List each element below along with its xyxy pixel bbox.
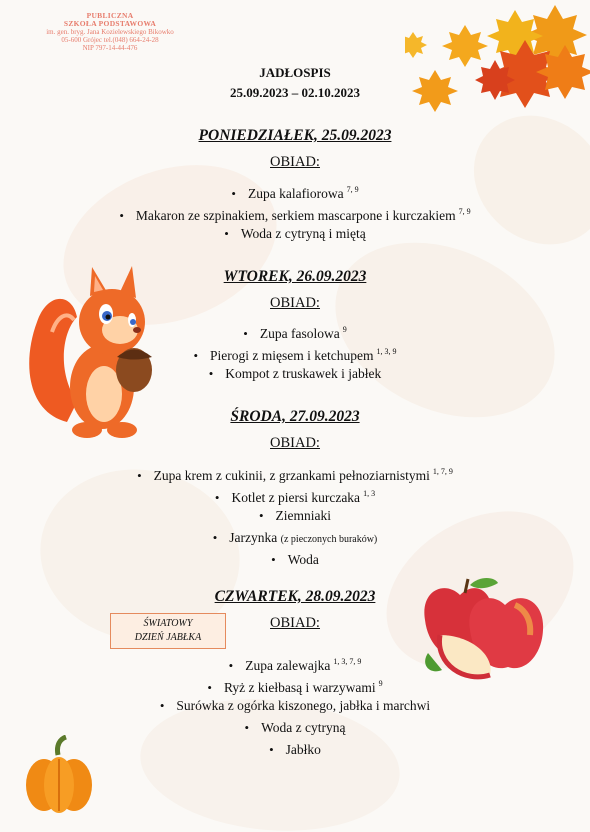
menu-item (0, 695, 590, 717)
day-heading: PONIEDZIAŁEK, 25.09.2023 (198, 127, 392, 144)
menu-list (0, 461, 590, 571)
menu-item-name: Surówka z ogórka kiszonego, jabłka i marchwi (176, 698, 431, 713)
menu-item-name: Pierogi z mięsem i ketchupem (210, 348, 374, 363)
meal-label: OBIAD: (270, 295, 320, 311)
menu-item (0, 549, 590, 571)
menu-list (0, 179, 590, 245)
meal-label: OBIAD: (270, 435, 320, 451)
world-apple-day-note (110, 613, 226, 649)
allergen-codes: 9 (378, 679, 383, 688)
menu-item-name: Woda (287, 552, 319, 567)
menu-item-name: Kompot z truskawek i jabłek (225, 366, 382, 381)
menu-item-name: Ryż z kiełbasą i warzywami (223, 680, 376, 695)
menu-item-name: Jabłko (285, 742, 321, 757)
menu-item-name: Zupa kalafiorowa (247, 186, 344, 201)
menu-item-name: Ziemniaki (275, 508, 332, 523)
menu-item (0, 201, 590, 223)
menu-item (0, 651, 590, 673)
allergen-codes: 9 (342, 325, 347, 334)
allergen-codes: 1, 3, 9 (376, 347, 397, 356)
maple-leaves-icon (405, 0, 590, 120)
menu-item (0, 223, 590, 245)
allergen-codes: 7, 9 (346, 185, 359, 194)
menu-item (0, 319, 590, 341)
menu-item-name: Zupa krem z cukinii, z grzankami pełnoziarnistymi (153, 468, 430, 483)
menu-item-name: Woda z cytryną (261, 720, 346, 735)
menu-item (0, 461, 590, 483)
menu-item-name: Makaron ze szpinakiem, serkiem mascarpone i kurczakiem (135, 208, 456, 223)
menu-item (0, 739, 590, 761)
school-header-line: 05-600 Grójec tel.(048) 664-24-28 (61, 36, 159, 44)
school-header-line: PUBLICZNA (86, 11, 134, 20)
school-header-line: im. gen. bryg. Jana Kozielewskiego Bikowko (46, 28, 174, 36)
menu-item-name: Zupa zalewajka (245, 658, 331, 673)
menu-item-name: Woda z cytryną i miętą (240, 226, 366, 241)
menu-item-note: (z pieczonych buraków) (280, 534, 378, 545)
day-heading: CZWARTEK, 28.09.2023 (214, 588, 376, 605)
menu-item-name: Jarzynka (229, 530, 278, 545)
menu-list (0, 651, 590, 761)
meal-label: OBIAD: (270, 615, 320, 631)
menu-item (0, 341, 590, 363)
school-header-line: NIP 797-14-44-476 (82, 44, 138, 52)
school-header-line: SZKOŁA PODSTAWOWA (63, 19, 157, 28)
allergen-codes: 1, 7, 9 (432, 467, 453, 476)
menu-item-name: Kotlet z piersi kurczaka (231, 490, 361, 505)
menu-item (0, 363, 590, 385)
menu-item (0, 483, 590, 505)
allergen-codes: 7, 9 (458, 207, 471, 216)
school-header (30, 12, 190, 52)
menu-item (0, 717, 590, 739)
menu-item (0, 673, 590, 695)
menu-list (0, 319, 590, 385)
menu-item (0, 527, 590, 549)
menu-date-range: 25.09.2023 – 02.10.2023 (230, 85, 360, 100)
allergen-codes: 1, 3 (363, 489, 376, 498)
note-line: DZIEŃ JABŁKA (134, 632, 202, 643)
note-line: ŚWIATOWY (143, 618, 193, 629)
day-heading: ŚRODA, 27.09.2023 (230, 408, 360, 425)
day-heading: WTOREK, 26.09.2023 (223, 268, 367, 285)
menu-item (0, 179, 590, 201)
menu-item-name: Zupa fasolowa (259, 326, 340, 341)
meal-label: OBIAD: (270, 154, 320, 170)
menu-item (0, 505, 590, 527)
allergen-codes: 1, 3, 7, 9 (333, 657, 362, 666)
menu-title: JADŁOSPIS (259, 65, 331, 80)
